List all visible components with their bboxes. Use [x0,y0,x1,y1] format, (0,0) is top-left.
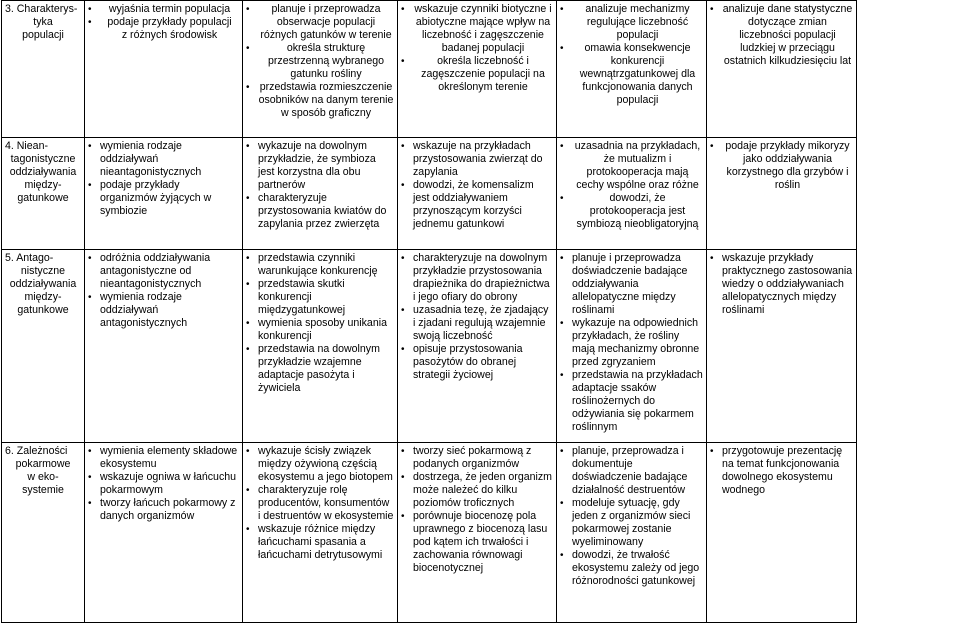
item-text: charakteryzuje przystosowania kwiatów do zapylania przez zwierzęta [258,192,387,230]
list-item [246,343,394,395]
list-item [88,471,239,497]
topic-line: gatunkowe [17,192,69,204]
item-text: uzasadnia na przykładach, że mutualizm i protokooperacja mają cechy wspólne oraz różne [574,140,701,191]
topic-line: 4. Niean- [5,140,48,152]
topic-line: populacji [22,29,64,41]
requirement-cell-wykraczajace [707,1,857,138]
item-text: określa liczebność i zagęszczenie populacji na określonym terenie [421,55,545,93]
table-row [2,1,960,138]
topic-line: 3. Charakterys- [5,3,78,15]
list-item [88,3,239,16]
topic-line: między- [24,179,62,191]
list-item [560,369,703,434]
item-text: wykazuje ścisły związek między ożywioną częścią ekosystemu a jego biotopem [258,445,393,483]
item-text: dostrzega, że jeden organizm może należeć do kilku poziomów troficznych [413,471,552,509]
list-item [560,192,703,231]
list-item [88,179,239,218]
item-text: wskazuje ogniwa w łańcuchu pokarmowym [100,471,237,496]
list-item [560,445,703,497]
list-item [560,42,703,107]
list-item [246,140,394,192]
topic-cell [2,443,85,623]
list-item [246,523,394,562]
item-text: charakteryzuje rolę producentów, konsumentów i destruentów w ekosystemie [258,484,394,522]
list-item [401,304,553,343]
list-item [710,445,853,497]
list-item [560,140,703,192]
item-text: analizuje dane statystyczne dotyczące zmian liczebności populacji ludzkiej w przeciągu ostatnich kilkudziesięciu lat [722,3,853,67]
list-item [246,3,394,42]
list-item [88,140,239,179]
requirement-cell-konieczne [85,138,243,250]
item-text: wskazuje czynniki biotyczne i abiotyczne mające wpływ na liczebność i zagęszczenie badanej populacji [414,3,552,54]
requirement-cell-wykraczajace [707,443,857,623]
item-text: wyjaśnia termin populacja [108,3,231,15]
topic-line: między- [24,291,62,303]
topic-line: gatunkowe [17,304,69,316]
item-text: wymienia sposoby unikania konkurencji [258,317,387,342]
requirement-cell-dopelniajace [557,1,707,138]
list-item [88,252,239,291]
topic-line: tyka [33,16,53,28]
topic-cell [2,138,85,250]
list-item [401,55,553,94]
item-text: tworzy sieć pokarmową z podanych organizmów [413,445,532,470]
list-item [560,549,703,588]
requirement-cell-rozszerzajace [398,1,557,138]
requirement-cell-rozszerzajace [398,443,557,623]
list-item [401,252,553,304]
requirement-cell-rozszerzajace [398,138,557,250]
item-text: charakteryzuje na dowolnym przykładzie przystosowania drapieżnika do drapieżnictwa i jego ofiary do obrony [413,252,550,303]
requirement-cell-podstawowe [243,443,398,623]
list-item [246,317,394,343]
table-row [2,138,960,250]
item-text: planuje i przeprowadza doświadczenie badające oddziaływania allelopatyczne między roślinami [572,252,688,316]
list-item [560,252,703,317]
requirement-cell-dopelniajace [557,138,707,250]
table-row [2,250,960,443]
list-item [401,3,553,55]
list-item [246,252,394,278]
requirement-cell-podstawowe [243,1,398,138]
list-item [560,317,703,369]
item-text: wymienia rodzaje oddziaływań nieantagonistycznych [100,140,202,178]
item-text: planuje, przeprowadza i dokumentuje doświadczenie badające działalność destruentów [572,445,688,496]
item-text: porównuje biocenozę pola uprawnego z biocenozą lasu pod kątem ich trwałości i zachowania równowagi biocenotycznej [413,510,548,574]
requirement-cell-podstawowe [243,250,398,443]
list-item [401,471,553,510]
requirement-cell-dopelniajace [557,443,707,623]
item-text: przedstawia czynniki warunkujące konkurencję [258,252,378,277]
list-item [710,3,853,68]
list-item [560,3,703,42]
item-text: określa strukturę przestrzenną wybranego gatunku rośliny [267,42,384,80]
topic-line: oddziaływania [9,278,77,290]
item-text: analizuje mechanizmy regulujące liczebność populacji [585,3,690,41]
item-text: przedstawia na dowolnym przykładzie wzajemne adaptacje pasożyta i żywiciela [258,343,380,394]
item-text: przedstawia rozmieszczenie osobników na danym terenie w sposób graficzny [258,81,394,119]
requirement-cell-wykraczajace [707,250,857,443]
topic-line: systemie [22,484,64,496]
list-item [246,81,394,120]
item-text: dowodzi, że trwałość ekosystemu zależy od jego różnorodności gatunkowej [572,549,700,587]
list-item [88,497,239,523]
list-item [246,484,394,523]
list-item [710,252,853,317]
requirement-cell-dopelniajace [557,250,707,443]
item-text: podaje przykłady organizmów żyjących w symbiozie [100,179,212,217]
item-text: wykazuje na odpowiednich przykładach, że rośliny mają mechanizmy obronne przed zgryzaniem [572,317,700,368]
topic-cell [2,250,85,443]
item-text: odróżnia oddziaływania antagonistyczne od nieantagonistycznych [100,252,211,290]
list-item [401,140,553,179]
item-text: wykazuje na dowolnym przykładzie, że symbioza jest korzystna dla obu partnerów [258,140,376,191]
list-item [560,497,703,549]
item-text: przedstawia skutki konkurencji międzygatunkowej [258,278,346,316]
list-item [88,445,239,471]
item-text: opisuje przystosowania pasożytów do obranej strategii życiowej [413,343,523,381]
item-text: wymienia rodzaje oddziaływań antagonistycznych [100,291,188,329]
topic-cell [2,1,85,138]
item-text: omawia konsekwencje konkurencji wewnątrzgatunkowej dla funkcjonowania danych populacji [579,42,696,106]
list-item [401,343,553,382]
topic-line: 5. Antago- [5,252,54,264]
item-text: z różnych środowisk [121,29,218,41]
item-text: przedstawia na przykładach adaptacje ssaków roślinożernych do odżywiania się pokarmem roślinnym [572,369,703,433]
list-item [401,445,553,471]
list-item [88,16,239,42]
list-item [246,445,394,484]
item-text: tworzy łańcuch pokarmowy z danych organizmów [100,497,236,522]
topic-line: tagonistyczne [10,153,76,165]
list-item [246,42,394,81]
topic-line: oddziaływania [9,166,77,178]
item-text: wskazuje przykłady praktycznego zastosowania wiedzy o oddziaływaniach allelopatycznych między roślinami [722,252,853,316]
item-text: dowodzi, że komensalizm jest oddziaływaniem przynoszącym korzyści jednemu gatunkowi [413,179,534,230]
table-row [2,443,960,623]
requirement-cell-wykraczajace [707,138,857,250]
topic-line: nistyczne [20,265,66,277]
item-text: wymienia elementy składowe ekosystemu [100,445,238,470]
requirement-cell-rozszerzajace [398,250,557,443]
requirement-cell-konieczne [85,443,243,623]
requirement-cell-konieczne [85,1,243,138]
item-text: uzasadnia tezę, że zjadający i zjadani regulują wzajemnie swoją liczebność [413,304,549,342]
requirement-cell-konieczne [85,250,243,443]
item-text: dowodzi, że protokooperacja jest symbiozą nieobligatoryjną [576,192,699,230]
topic-line: pokarmowe [15,458,71,470]
item-text: modeluje sytuację, gdy jeden z organizmów sieci pokarmowej zostanie wyeliminowany [572,497,691,548]
list-item [401,179,553,231]
item-text: planuje i przeprowadza obserwacje populacji różnych gatunków w terenie [260,3,392,41]
curriculum-table [1,0,960,623]
item-text: podaje przykłady populacji [107,16,232,28]
list-item [710,140,853,192]
item-text: podaje przykłady mikoryzy jako oddziaływania korzystnego dla grzybów i roślin [725,140,850,191]
list-item [246,278,394,317]
item-text: wskazuje różnice między łańcuchami spasania a łańcuchami detrytusowymi [258,523,383,561]
item-text: wskazuje na przykładach przystosowania zwierząt do zapylania [413,140,543,178]
topic-line: 6. Zależności [5,445,68,457]
requirement-cell-podstawowe [243,138,398,250]
item-text: przygotowuje prezentację na temat funkcjonowania dowolnego ekosystemu wodnego [722,445,843,496]
list-item [246,192,394,231]
topic-line: w eko- [27,471,59,483]
list-item [401,510,553,575]
list-item [88,291,239,330]
